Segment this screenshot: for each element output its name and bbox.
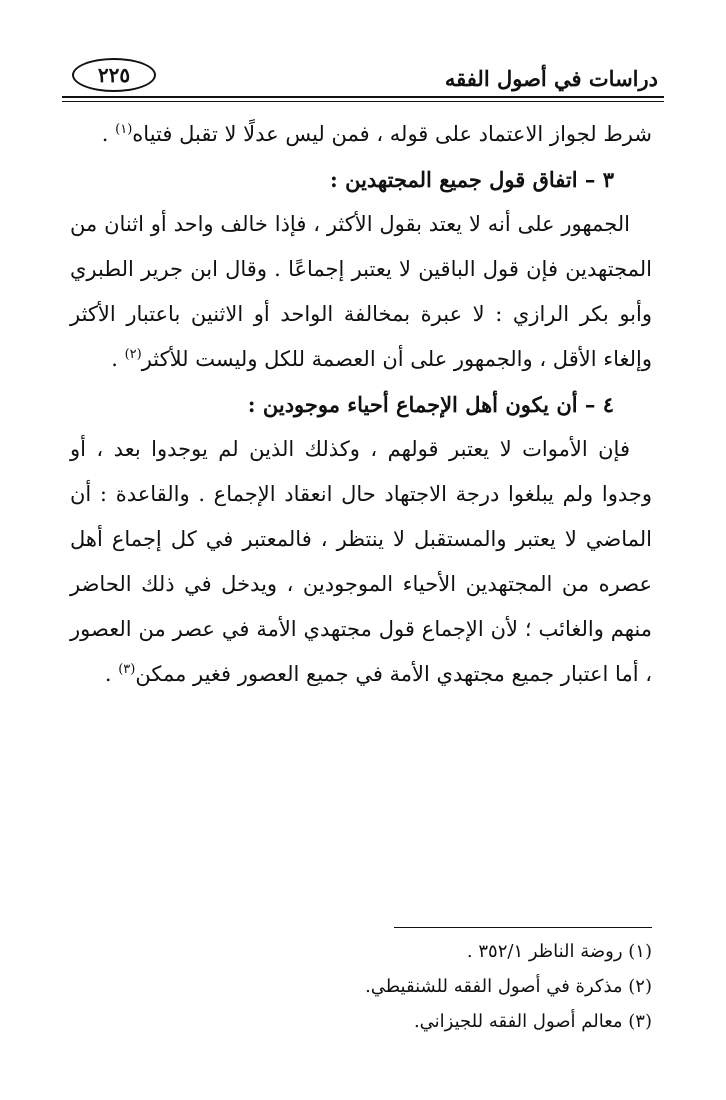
section-heading-3: ٣ – اتفاق قول جميع المجتهدين : xyxy=(330,167,614,192)
paragraph-3-text: فإن الأموات لا يعتبر قولهم ، وكذلك الذين لم يوجدوا بعد ، أو وجدوا ولم يبلغوا درجة الاجتهاد حال انعقاد الإجماع . والقاعدة : أن الماضي لا يعتبر والمستقبل لا ينتظر ، فالمعتبر في كل إجماع أهل عصره من المجتهدين الأحياء الموجودين ، ويدخل في ذلك الحاضر منهم والغائب ؛ لأن الإجماع قول مجتهدي الأمة في عصر من العصور ، أما اعتبار جميع مجتهدي الأمة في جميع العصور فغير ممكن xyxy=(70,437,652,686)
footnote-2: (٢) مذكرة في أصول الفقه للشنقيطي. xyxy=(365,976,652,997)
paragraph-1-end: . xyxy=(101,122,116,146)
paragraph-3 xyxy=(70,427,652,697)
header-rule-thin xyxy=(62,101,664,102)
paragraph-2 xyxy=(70,202,652,382)
paragraph-2-end: . xyxy=(111,347,125,371)
page-number-badge xyxy=(72,58,156,92)
paragraph-2-text: الجمهور على أنه لا يعتد بقول الأكثر ، فإذا خالف واحد أو اثنان من المجتهدين فإن قول الباقين لا يعتبر إجماعًا . وقال ابن جرير الطبري وأبو بكر الرازي : لا عبرة بمخالفة الواحد أو الاثنين باعتبار الأكثر وإلغاء الأقل ، والجمهور على أن العصمة للكل وليست للأكثر xyxy=(70,212,652,371)
paragraph-1 xyxy=(70,112,652,157)
footnotes xyxy=(70,934,652,1039)
footnote-1: (١) روضة الناظر ٣٥٢/١ . xyxy=(466,941,652,962)
page-body xyxy=(70,112,652,697)
header-rule xyxy=(62,96,664,98)
page-number: ٢٢٥ xyxy=(97,63,131,87)
footnote-ref-2: (٢) xyxy=(124,347,142,362)
paragraph-3-end: . xyxy=(104,662,119,686)
footnote-ref-1: (١) xyxy=(115,122,133,137)
paragraph-1-text: شرط لجواز الاعتماد على قوله ، فمن ليس عدلًا لا تقبل فتياه xyxy=(132,122,652,146)
footnote-ref-3: (٣) xyxy=(118,662,136,677)
footnote-separator xyxy=(394,927,652,928)
running-title: دراسات في أصول الفقه xyxy=(444,66,658,91)
section-heading-4: ٤ – أن يكون أهل الإجماع أحياء موجودين : xyxy=(247,392,614,417)
footnote-3: (٣) معالم أصول الفقه للجيزاني. xyxy=(413,1011,652,1032)
page-header xyxy=(62,52,664,102)
